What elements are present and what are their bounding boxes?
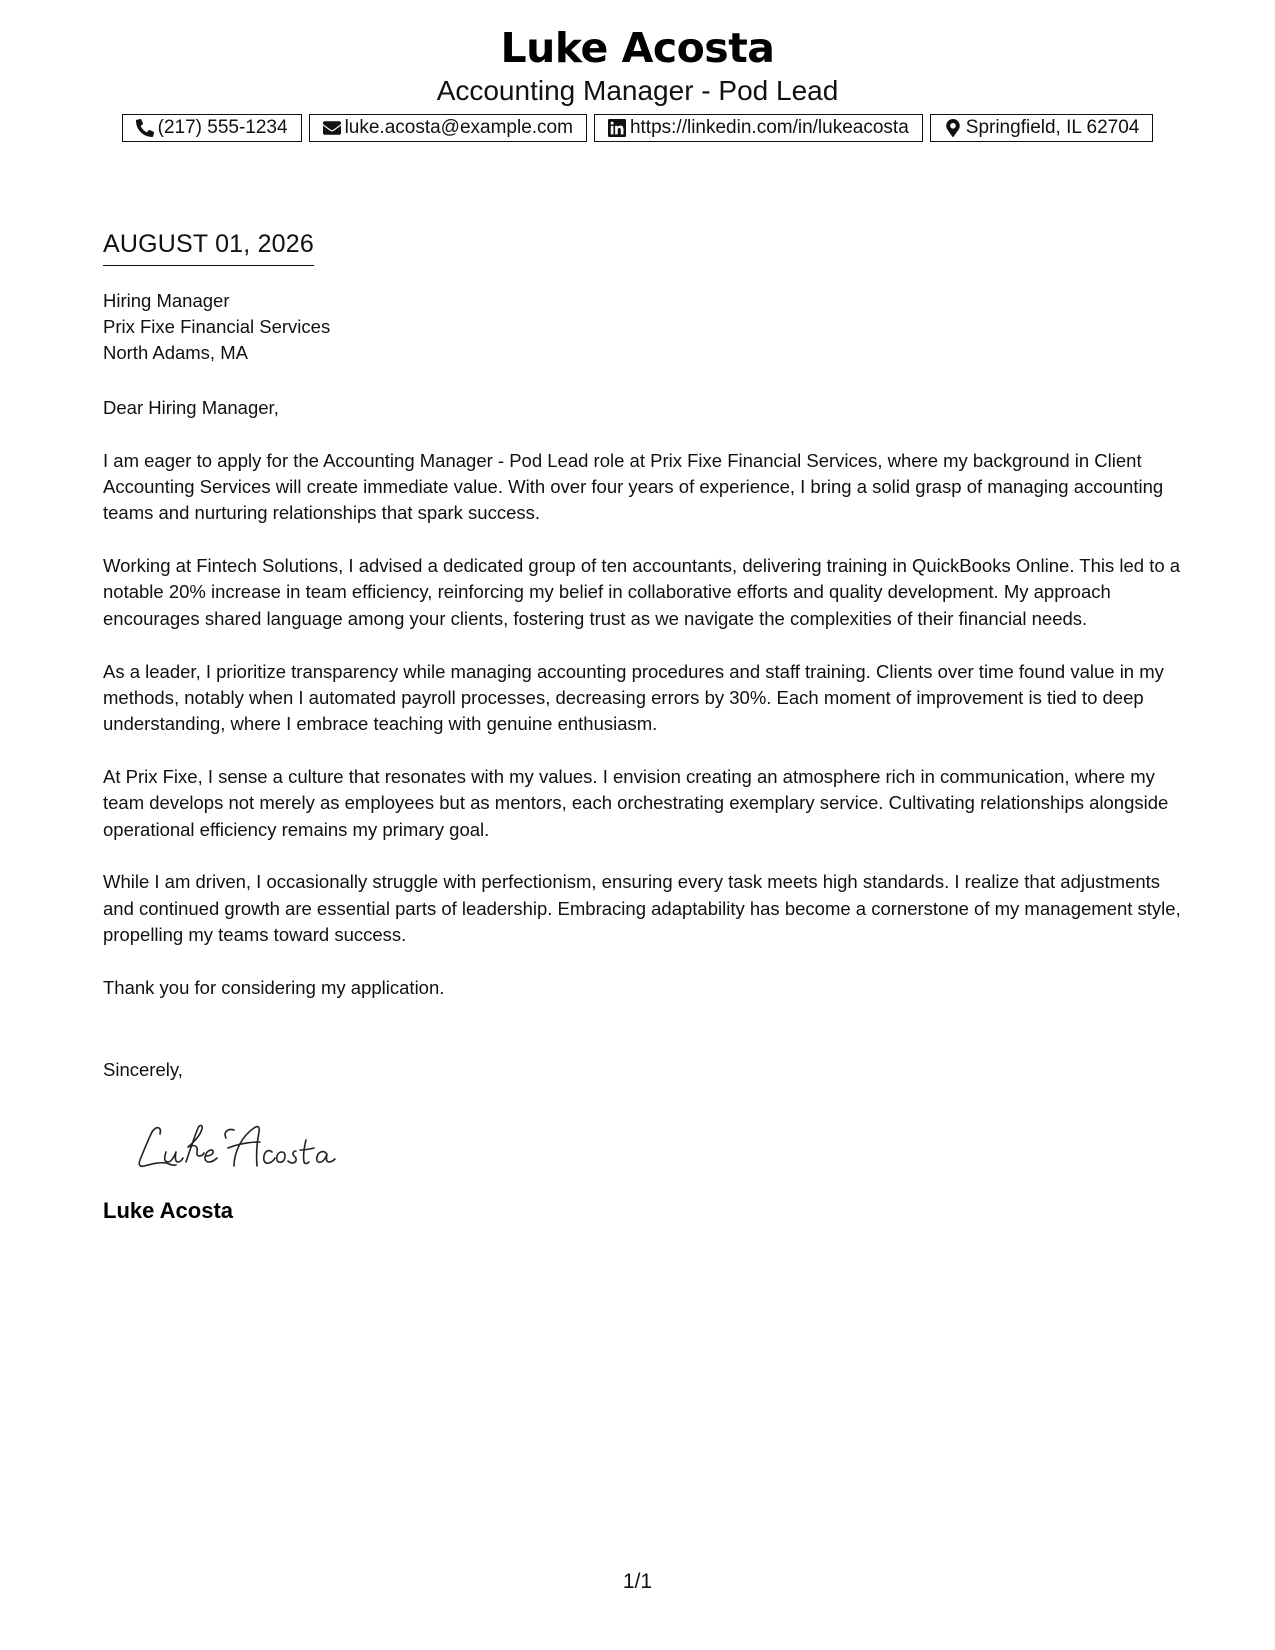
closing: Sincerely, <box>103 1059 183 1080</box>
contact-location[interactable] <box>930 114 1154 142</box>
page-number: 1/1 <box>622 1570 653 1593</box>
recipient-location: North Adams, MA <box>103 342 248 363</box>
applicant-name: Luke Acosta <box>500 24 775 72</box>
map-marker-icon <box>944 119 962 137</box>
body-paragraph: At Prix Fixe, I sense a culture that resonates with my values. I envision creating an atmosphere rich in communication, where my team develops not merely as employees but as mentors, each orchestrating exemplary service. Cultivating relationships alongside operational efficiency remains my primary goal. <box>103 765 1169 840</box>
job-title: Accounting Manager - Pod Lead <box>436 75 839 106</box>
recipient-company: Prix Fixe Financial Services <box>103 316 331 337</box>
recipient-block <box>103 288 330 366</box>
email-text: luke.acosta@example.com <box>344 117 573 138</box>
linkedin-text: https://linkedin.com/in/lukeacosta <box>629 117 909 138</box>
letter-body <box>103 395 1183 1028</box>
salutation: Dear Hiring Manager, <box>103 397 279 418</box>
phone-text: (217) 555-1234 <box>157 117 288 138</box>
body-paragraph: Working at Fintech Solutions, I advised a dedicated group of ten accountants, delivering training in QuickBooks Online. This led to a notable 20% increase in team efficiency, reinforcing my belief in collaborative efforts and quality development. My approach encourages shared language among your clients, fostering trust as we navigate the complexities of their financial needs. <box>103 555 1181 629</box>
linkedin-icon <box>608 119 626 137</box>
location-text: Springfield, IL 62704 <box>965 117 1140 138</box>
body-paragraph: I am eager to apply for the Accounting Manager - Pod Lead role at Prix Fixe Financial Services, where my background in Client Accounting Services will create immediate value. With over four years of experience, I bring a solid grasp of managing accounting teams and nurturing relationships that spark success. <box>103 449 1164 524</box>
signer-name: Luke Acosta <box>103 1198 234 1223</box>
contact-phone[interactable] <box>122 114 302 142</box>
recipient-title: Hiring Manager <box>103 290 230 311</box>
handwritten-signature <box>130 1118 340 1174</box>
phone-icon <box>136 119 154 137</box>
contact-email[interactable] <box>309 114 587 142</box>
body-paragraph: As a leader, I prioritize transparency while managing accounting procedures and staff training. Clients over time found value in my methods, notably when I automated payroll processes, decreasing errors by 30%. Each moment of improvement is tied to deep understanding, where I embrace teaching with genuine enthusiasm. <box>103 660 1164 735</box>
contact-bar <box>0 114 1275 142</box>
envelope-icon <box>323 119 341 137</box>
thank-you-paragraph: Thank you for considering my application. <box>103 976 445 998</box>
letter-date: AUGUST 01, 2026 <box>103 228 314 266</box>
body-paragraph: While I am driven, I occasionally struggle with perfectionism, ensuring every task meets high standards. I realize that adjustments and continued growth are essential parts of leadership. Embracing adaptability has become a cornerstone of my management style, propelling my teams toward success. <box>103 871 1181 945</box>
contact-linkedin[interactable] <box>594 114 923 142</box>
letter-header <box>0 22 1275 108</box>
